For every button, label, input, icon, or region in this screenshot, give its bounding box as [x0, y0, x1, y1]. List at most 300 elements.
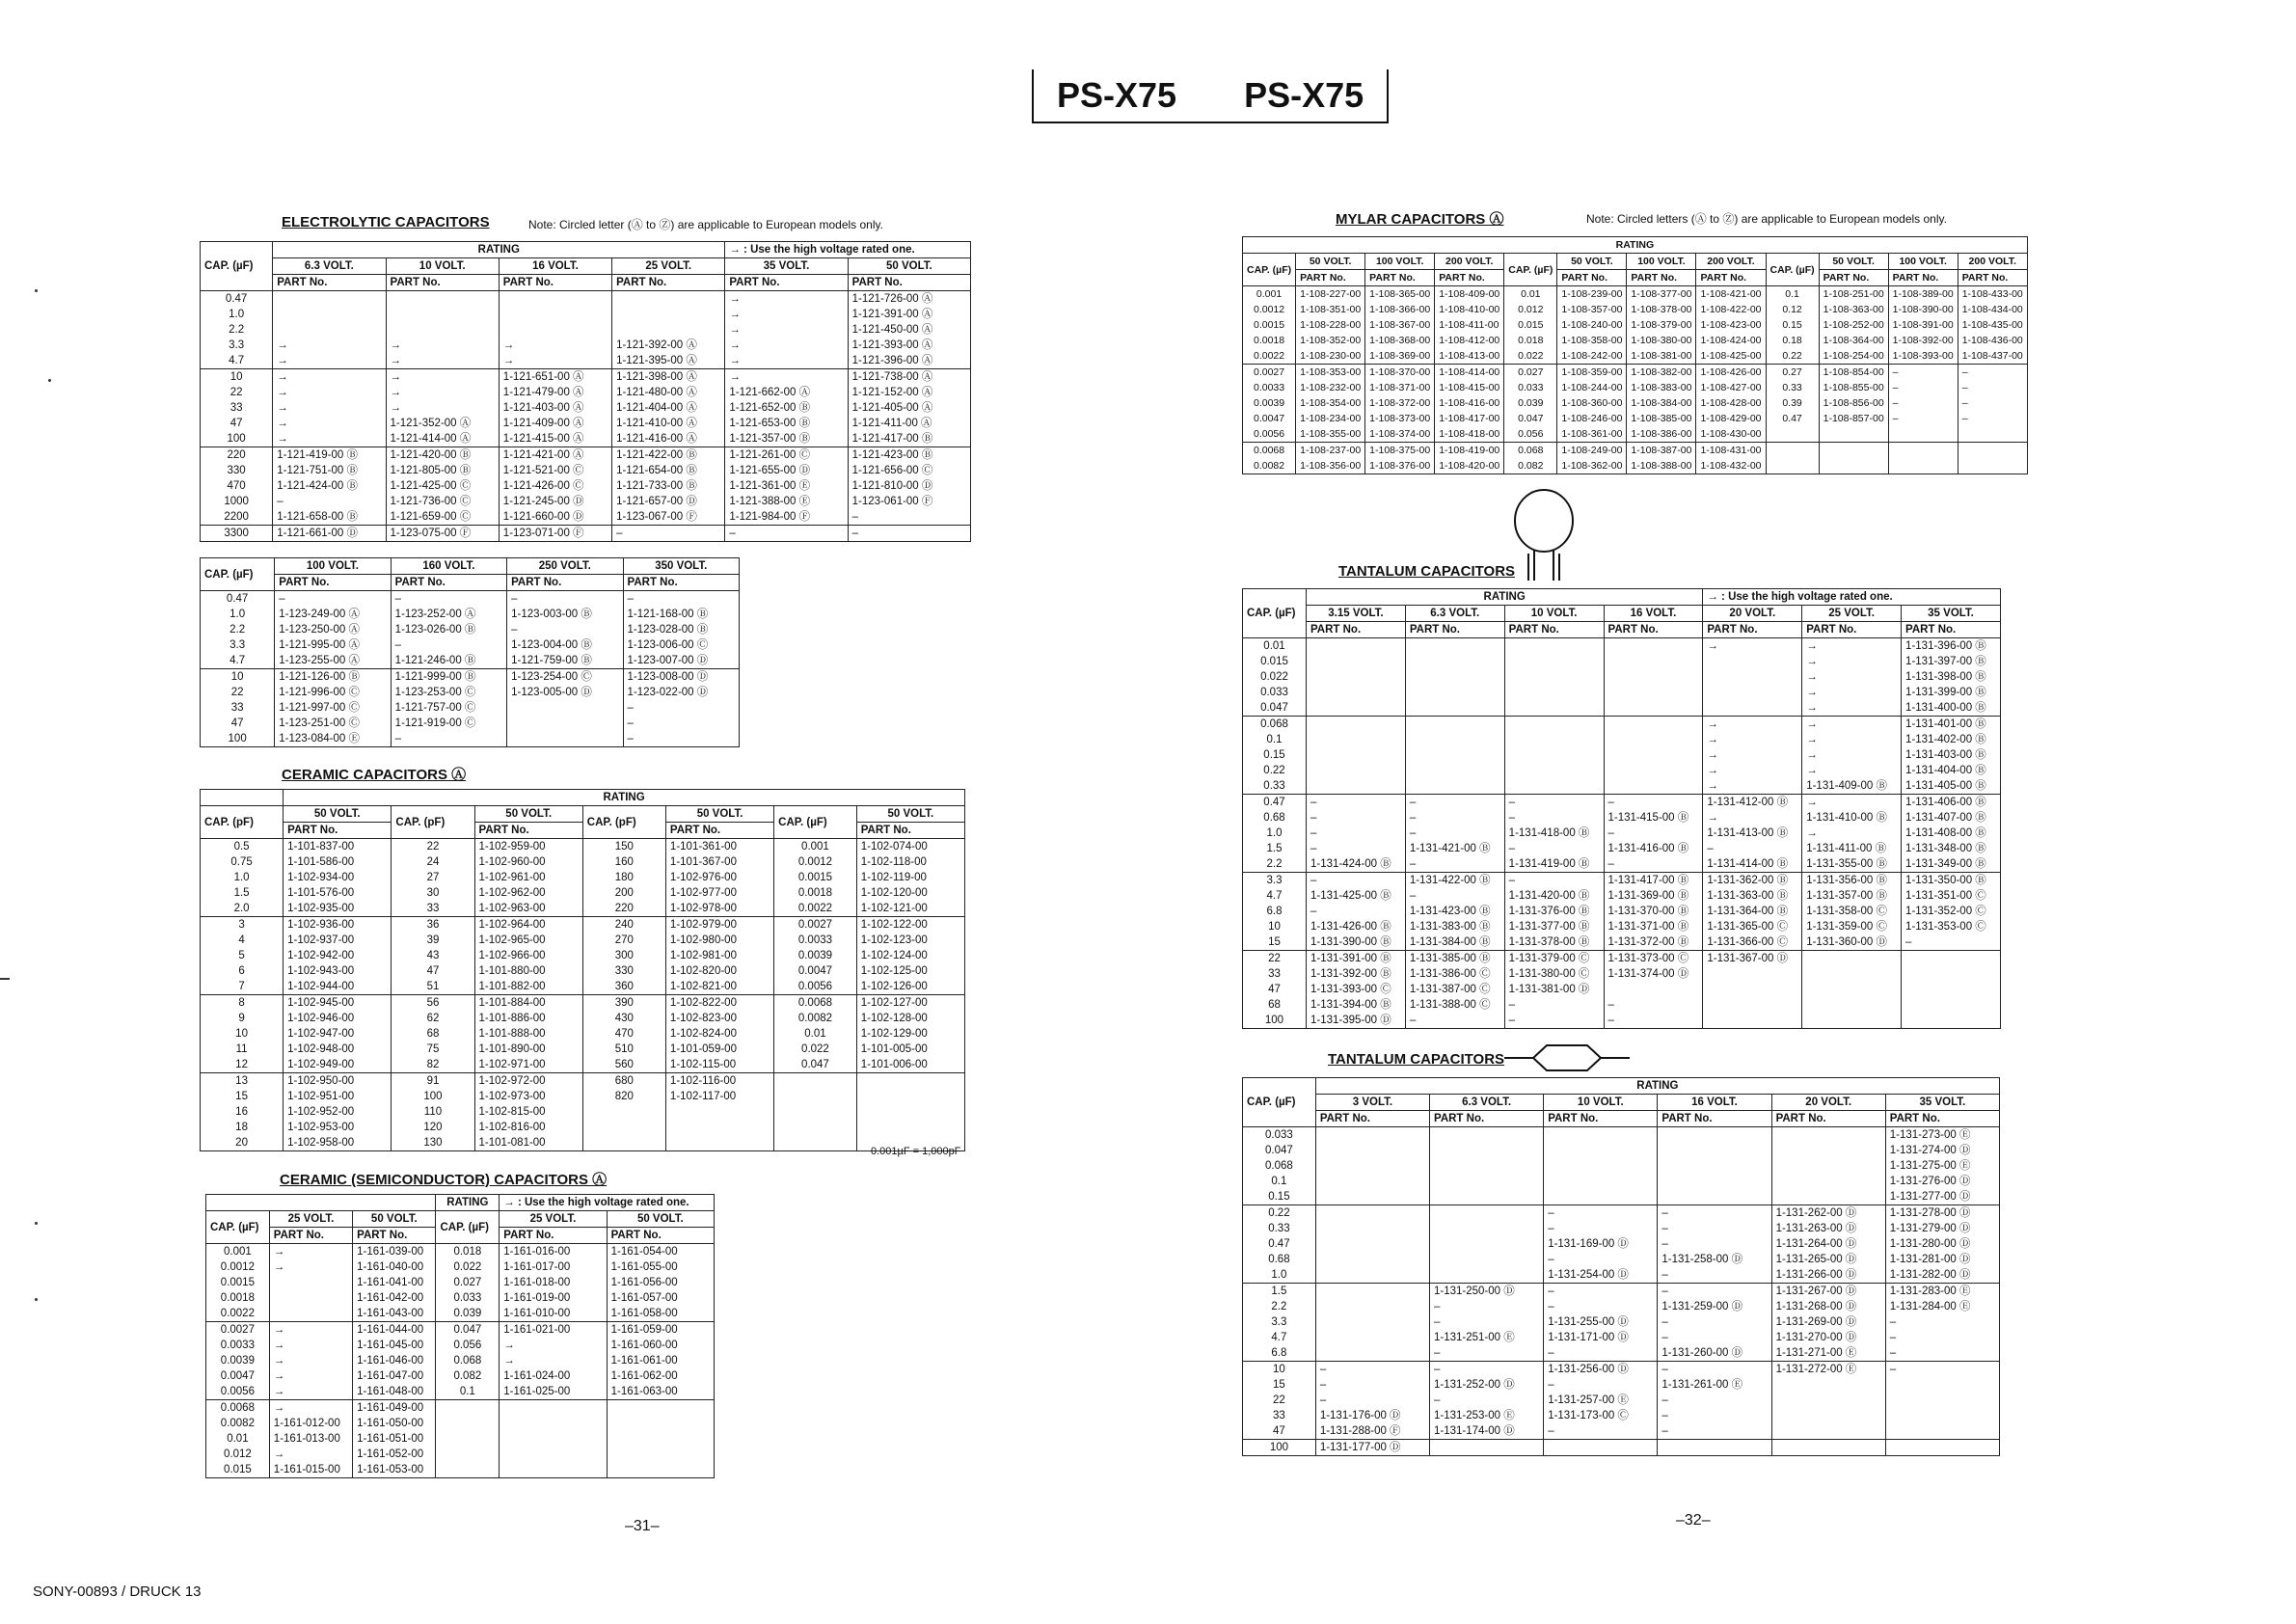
part-number-cell: 1-102-953-00 — [284, 1120, 392, 1135]
cap-value-cell: 4.7 — [201, 653, 275, 669]
cap-value-cell: 0.0015 — [206, 1275, 270, 1290]
part-number-cell: 1-161-059-00 — [607, 1322, 714, 1339]
part-number-cell — [1771, 1189, 1885, 1205]
part-number-cell: 1-108-429-00 — [1696, 411, 1766, 426]
cap-value-cell: 3300 — [201, 526, 273, 542]
table-row — [1243, 934, 2001, 951]
table-row — [1243, 443, 2028, 459]
voltage-header: 50 VOLT. — [1819, 254, 1888, 270]
part-number-cell: 1-121-658-00 Ⓑ — [273, 509, 386, 526]
part-number-cell: 1-108-252-00 — [1819, 317, 1888, 333]
part-number-cell: 1-121-403-00 Ⓐ — [499, 400, 611, 416]
table-row — [1243, 1440, 2000, 1456]
cap-value-cell: 47 — [1243, 982, 1307, 997]
part-number-cell: 1-108-381-00 — [1627, 348, 1696, 365]
voltage-header: 20 VOLT. — [1771, 1095, 1885, 1111]
cap-value-cell: 0.047 — [1243, 1143, 1316, 1158]
part-number-cell: 1-101-006-00 — [856, 1057, 964, 1073]
part-number-cell: 1-121-422-00 Ⓑ — [612, 447, 725, 464]
part-number-cell: 1-102-934-00 — [284, 870, 392, 885]
part-number-cell: 1-108-230-00 — [1296, 348, 1365, 365]
part-number-cell: → — [273, 353, 386, 369]
part-number-cell: – — [1888, 395, 1958, 411]
table-row — [201, 591, 740, 608]
part-number-cell — [1902, 997, 2001, 1013]
part-number-cell: – — [1315, 1377, 1429, 1393]
cap-value-cell: 0.1 — [436, 1384, 500, 1400]
part-no-header: PART No. — [1405, 622, 1504, 638]
part-number-cell: → — [725, 369, 848, 386]
part-number-cell: 1-102-124-00 — [856, 948, 964, 963]
part-number-cell: 1-101-880-00 — [474, 963, 582, 979]
ceramic-semi-table-block — [205, 1194, 715, 1478]
part-number-cell: 1-121-420-00 Ⓑ — [386, 447, 499, 464]
part-number-cell: 1-123-028-00 Ⓑ — [623, 622, 739, 637]
part-number-cell: 1-102-964-00 — [474, 917, 582, 934]
part-number-cell: 1-108-354-00 — [1296, 395, 1365, 411]
part-number-cell: 1-161-060-00 — [607, 1338, 714, 1353]
tantalum2-table-block — [1242, 1077, 2000, 1456]
part-number-cell — [269, 1306, 352, 1322]
part-number-cell: 1-131-283-00 Ⓔ — [1885, 1284, 1999, 1300]
part-number-cell: – — [1504, 997, 1604, 1013]
part-number-cell: 1-108-249-00 — [1557, 443, 1627, 459]
part-number-cell: – — [1658, 1393, 1771, 1408]
table-row — [201, 1073, 965, 1090]
part-number-cell: 1-108-376-00 — [1365, 458, 1435, 474]
part-number-cell: 1-161-043-00 — [353, 1306, 436, 1322]
cap-value-cell: 0.047 — [774, 1057, 857, 1073]
part-number-cell: 1-102-942-00 — [284, 948, 392, 963]
cap-value-cell: 4.7 — [201, 353, 273, 369]
part-number-cell: 1-131-265-00 Ⓓ — [1771, 1252, 1885, 1267]
part-number-cell: 1-131-377-00 Ⓑ — [1504, 919, 1604, 934]
part-number-cell: 1-121-421-00 Ⓐ — [499, 447, 611, 464]
cap-value-cell: 0.0033 — [1243, 380, 1296, 395]
table-row — [1243, 951, 2001, 967]
part-number-cell: 1-121-404-00 Ⓐ — [612, 400, 725, 416]
part-number-cell: 1-161-061-00 — [607, 1353, 714, 1368]
cap-value-cell — [436, 1462, 500, 1478]
table-row — [206, 1259, 715, 1275]
part-number-cell: 1-131-264-00 Ⓓ — [1771, 1236, 1885, 1252]
part-number-cell — [1405, 638, 1504, 655]
part-number-cell: – — [1504, 810, 1604, 826]
table-row — [201, 353, 971, 369]
table-row — [206, 1384, 715, 1400]
part-number-cell: 1-131-388-00 Ⓒ — [1405, 997, 1504, 1013]
part-number-cell: 1-131-411-00 Ⓑ — [1802, 841, 1902, 856]
part-number-cell: 1-131-278-00 Ⓓ — [1885, 1205, 1999, 1222]
part-number-cell: 1-131-279-00 Ⓓ — [1885, 1221, 1999, 1236]
part-no-header: PART No. — [284, 823, 392, 839]
cap-value-cell: 0.047 — [1243, 700, 1307, 717]
table-row — [1243, 841, 2001, 856]
part-number-cell — [1315, 1236, 1429, 1252]
part-number-cell: 1-108-368-00 — [1365, 333, 1435, 348]
table-row — [201, 653, 740, 669]
part-number-cell: 1-101-576-00 — [284, 885, 392, 901]
cap-value-cell: 100 — [392, 1089, 474, 1104]
empty-header — [206, 1195, 436, 1211]
part-number-cell: 1-131-406-00 Ⓑ — [1902, 795, 2001, 811]
part-number-cell: 1-108-433-00 — [1958, 286, 2027, 303]
part-no-header: PART No. — [1306, 622, 1405, 638]
table-row — [201, 933, 965, 948]
cap-value-cell: 11 — [201, 1042, 284, 1057]
table-row — [201, 1089, 965, 1104]
part-number-cell: 1-131-259-00 Ⓓ — [1658, 1299, 1771, 1314]
cap-value-cell: 39 — [392, 933, 474, 948]
part-number-cell — [1658, 1158, 1771, 1174]
part-number-cell: 1-123-071-00 Ⓕ — [499, 526, 611, 542]
cap-value-cell: 4.7 — [1243, 888, 1307, 904]
part-number-cell: 1-131-280-00 Ⓓ — [1885, 1236, 1999, 1252]
part-number-cell: 1-131-282-00 Ⓓ — [1885, 1267, 1999, 1284]
part-number-cell: 1-131-258-00 Ⓓ — [1658, 1252, 1771, 1267]
part-number-cell: – — [1405, 795, 1504, 811]
part-number-cell: 1-121-396-00 Ⓐ — [848, 353, 970, 369]
cap-value-cell: 0.0068 — [774, 995, 857, 1012]
table-row — [1243, 395, 2028, 411]
part-number-cell: 1-131-250-00 Ⓓ — [1430, 1284, 1544, 1300]
part-number-cell: → — [725, 291, 848, 308]
cap-value-cell: 10 — [201, 369, 273, 386]
part-number-cell: 1-161-052-00 — [353, 1447, 436, 1462]
cap-value-cell: 0.22 — [1766, 348, 1819, 365]
part-number-cell: – — [1504, 795, 1604, 811]
table-row — [1243, 426, 2028, 443]
part-number-cell: 1-131-350-00 Ⓑ — [1902, 873, 2001, 889]
part-number-cell: 1-121-733-00 Ⓑ — [612, 478, 725, 494]
part-number-cell: 1-102-820-00 — [665, 963, 773, 979]
part-number-cell: 1-131-261-00 Ⓔ — [1658, 1377, 1771, 1393]
part-number-cell: – — [1544, 1377, 1658, 1393]
part-number-cell: → — [1802, 795, 1902, 811]
cap-value-cell: 16 — [201, 1104, 284, 1120]
cap-value-cell: 2200 — [201, 509, 273, 526]
cap-value-cell: 68 — [392, 1026, 474, 1042]
part-number-cell: 1-108-361-00 — [1557, 426, 1627, 443]
mylar-table-block — [1242, 236, 2028, 474]
part-number-cell: 1-121-152-00 Ⓐ — [848, 385, 970, 400]
part-number-cell: 1-121-416-00 Ⓐ — [612, 431, 725, 447]
part-number-cell: 1-108-418-00 — [1435, 426, 1504, 443]
part-number-cell: → — [269, 1338, 352, 1353]
part-number-cell: – — [1306, 841, 1405, 856]
cap-value-cell: 0.68 — [1243, 1252, 1316, 1267]
part-number-cell: 1-102-123-00 — [856, 933, 964, 948]
part-number-cell: 1-108-415-00 — [1435, 380, 1504, 395]
part-number-cell: 1-123-003-00 Ⓑ — [507, 607, 623, 622]
part-number-cell: 1-108-254-00 — [1819, 348, 1888, 365]
part-number-cell: 1-131-423-00 Ⓑ — [1405, 904, 1504, 919]
cap-value-cell: 0.22 — [1243, 1205, 1316, 1222]
part-number-cell: – — [1544, 1252, 1658, 1267]
part-number-cell — [1604, 685, 1703, 700]
part-number-cell: 1-121-245-00 Ⓓ — [499, 494, 611, 509]
tantalum-title-2: TANTALUM CAPACITORS — [1328, 1051, 1505, 1068]
voltage-header: 100 VOLT. — [1888, 254, 1958, 270]
cap-value-cell: 0.47 — [1243, 1236, 1316, 1252]
part-number-cell: 1-108-373-00 — [1365, 411, 1435, 426]
part-number-cell: 1-161-047-00 — [353, 1368, 436, 1384]
part-number-cell: 1-123-005-00 Ⓓ — [507, 685, 623, 700]
part-number-cell: → — [1703, 717, 1802, 733]
cap-value-cell: 0.033 — [1243, 1127, 1316, 1144]
part-number-cell: – — [1604, 795, 1703, 811]
part-number-cell: 1-131-424-00 Ⓑ — [1306, 856, 1405, 873]
part-number-cell — [1306, 778, 1405, 795]
part-number-cell: 1-121-810-00 Ⓓ — [848, 478, 970, 494]
cap-value-cell: 0.0012 — [1243, 302, 1296, 317]
rating-header: RATING — [1243, 237, 2028, 254]
part-number-cell: 1-101-081-00 — [474, 1135, 582, 1151]
part-number-cell: 1-131-174-00 Ⓓ — [1430, 1423, 1544, 1440]
part-number-cell: 1-102-951-00 — [284, 1089, 392, 1104]
table-row — [1243, 1423, 2000, 1440]
margin-mark — [35, 289, 38, 292]
cap-value-cell: 10 — [201, 1026, 284, 1042]
part-number-cell — [1703, 685, 1802, 700]
part-number-cell — [1604, 982, 1703, 997]
part-number-cell: 1-131-253-00 Ⓔ — [1430, 1408, 1544, 1423]
note-right: Note: Circled letters (Ⓐ to Ⓩ) are applicable to European models only. — [1586, 212, 1947, 226]
part-number-cell: 1-102-963-00 — [474, 901, 582, 917]
part-no-header: PART No. — [1902, 622, 2001, 638]
part-number-cell: 1-108-417-00 — [1435, 411, 1504, 426]
part-number-cell: – — [1430, 1345, 1544, 1362]
part-number-cell: 1-121-424-00 Ⓑ — [273, 478, 386, 494]
part-number-cell: – — [1885, 1362, 1999, 1378]
part-number-cell: 1-102-937-00 — [284, 933, 392, 948]
cap-value-cell: 0.0022 — [774, 901, 857, 917]
cap-value-cell: 0.12 — [1766, 302, 1819, 317]
part-number-cell — [1405, 669, 1504, 685]
part-number-cell: – — [391, 731, 506, 747]
table-row — [1243, 763, 2001, 778]
cap-value-cell: 0.0018 — [1243, 333, 1296, 348]
table-row — [201, 948, 965, 963]
part-number-cell — [1902, 982, 2001, 997]
part-number-cell: 1-102-971-00 — [474, 1057, 582, 1073]
part-number-cell: 1-108-365-00 — [1365, 286, 1435, 303]
cap-value-cell: 0.0056 — [1243, 426, 1296, 443]
cap-value-cell: 1.5 — [201, 885, 284, 901]
part-number-cell: 1-101-886-00 — [474, 1011, 582, 1026]
cap-value-cell — [582, 1120, 665, 1135]
part-number-cell: 1-108-427-00 — [1696, 380, 1766, 395]
cap-value-cell: 0.39 — [1766, 395, 1819, 411]
part-number-cell: 1-121-410-00 Ⓐ — [612, 416, 725, 431]
tantalum-title-1: TANTALUM CAPACITORS — [1338, 563, 1516, 580]
part-number-cell — [1306, 747, 1405, 763]
cap-value-cell: 0.015 — [1504, 317, 1557, 333]
part-number-cell: 1-108-378-00 — [1627, 302, 1696, 317]
part-number-cell: 1-102-129-00 — [856, 1026, 964, 1042]
voltage-header: 25 VOLT. — [1802, 606, 1902, 622]
part-number-cell: 1-131-395-00 Ⓓ — [1306, 1013, 1405, 1029]
part-number-cell: 1-131-360-00 Ⓓ — [1802, 934, 1902, 951]
part-number-cell: – — [1504, 1013, 1604, 1029]
part-number-cell — [499, 291, 611, 308]
part-number-cell — [500, 1462, 607, 1478]
voltage-header: 50 VOLT. — [848, 258, 970, 275]
cap-value-cell: 0.0056 — [206, 1384, 270, 1400]
part-number-cell: 1-131-349-00 Ⓑ — [1902, 856, 2001, 873]
part-number-cell: 1-161-063-00 — [607, 1384, 714, 1400]
part-number-cell — [500, 1416, 607, 1431]
part-number-cell: 1-161-054-00 — [607, 1244, 714, 1260]
part-number-cell — [1658, 1174, 1771, 1189]
table-row — [201, 685, 740, 700]
axial-capacitor-icon — [1504, 1042, 1630, 1074]
table-row — [201, 1104, 965, 1120]
cap-value-cell — [1766, 426, 1819, 443]
part-number-cell — [1504, 654, 1604, 669]
voltage-header: 35 VOLT. — [1902, 606, 2001, 622]
cap-value-cell: 0.082 — [1504, 458, 1557, 474]
part-number-cell — [1430, 1236, 1544, 1252]
part-number-cell: → — [500, 1338, 607, 1353]
part-number-cell — [1306, 638, 1405, 655]
part-no-header: PART No. — [1296, 270, 1365, 286]
part-number-cell: 1-131-252-00 Ⓓ — [1430, 1377, 1544, 1393]
part-number-cell — [1771, 1408, 1885, 1423]
part-number-cell: 1-131-420-00 Ⓑ — [1504, 888, 1604, 904]
part-number-cell: 1-121-661-00 Ⓓ — [273, 526, 386, 542]
cap-value-cell: 2.2 — [201, 322, 273, 338]
part-number-cell: 1-161-012-00 — [269, 1416, 352, 1431]
part-number-cell: 1-131-358-00 Ⓒ — [1802, 904, 1902, 919]
part-number-cell — [1802, 951, 1902, 967]
cap-value-cell: 0.33 — [1243, 778, 1307, 795]
part-number-cell: – — [1544, 1299, 1658, 1314]
rating-header: RATING — [436, 1195, 500, 1211]
cap-header: CAP. (pF) — [392, 806, 474, 839]
part-number-cell: 1-131-359-00 Ⓒ — [1802, 919, 1902, 934]
part-number-cell: 1-102-823-00 — [665, 1011, 773, 1026]
part-number-cell: 1-108-389-00 — [1888, 286, 1958, 303]
table-row — [201, 1026, 965, 1042]
cap-header: CAP. (µF) — [1243, 254, 1296, 286]
part-number-cell: 1-108-425-00 — [1696, 348, 1766, 365]
cap-value-cell: 15 — [201, 1089, 284, 1104]
cap-value-cell: 3.3 — [1243, 1314, 1316, 1330]
part-number-cell: 1-108-383-00 — [1627, 380, 1696, 395]
cap-value-cell: 0.0027 — [1243, 365, 1296, 381]
part-number-cell: 1-121-521-00 Ⓒ — [499, 463, 611, 478]
part-number-cell: 1-121-126-00 Ⓑ — [275, 669, 391, 686]
part-number-cell: 1-108-232-00 — [1296, 380, 1365, 395]
table-row — [1243, 810, 2001, 826]
part-number-cell — [1315, 1330, 1429, 1345]
part-number-cell — [1430, 1174, 1544, 1189]
part-number-cell: → — [1703, 638, 1802, 655]
cap-value-cell: 33 — [201, 400, 273, 416]
table-row — [1243, 348, 2028, 365]
cap-value-cell: 0.012 — [1504, 302, 1557, 317]
part-number-cell — [500, 1431, 607, 1447]
cap-value-cell: 47 — [1243, 1423, 1316, 1440]
part-number-cell — [1504, 778, 1604, 795]
part-number-cell — [1771, 1377, 1885, 1393]
rating-header: RATING — [1306, 589, 1702, 606]
cap-value-cell: 0.47 — [1243, 795, 1307, 811]
part-number-cell: 1-123-251-00 Ⓒ — [275, 716, 391, 731]
table-row — [1243, 302, 2028, 317]
part-number-cell: 1-131-271-00 Ⓔ — [1771, 1345, 1885, 1362]
part-number-cell: 1-131-417-00 Ⓑ — [1604, 873, 1703, 889]
part-number-cell: 1-101-367-00 — [665, 854, 773, 870]
part-number-cell: 1-131-412-00 Ⓑ — [1703, 795, 1802, 811]
cap-value-cell: 22 — [392, 839, 474, 855]
cap-value-cell: 0.018 — [436, 1244, 500, 1260]
part-number-cell — [1885, 1393, 1999, 1408]
part-number-cell: – — [1658, 1236, 1771, 1252]
cap-header: CAP. (pF) — [582, 806, 665, 839]
voltage-header: 50 VOLT. — [1296, 254, 1365, 270]
part-number-cell: 1-121-654-00 Ⓑ — [612, 463, 725, 478]
part-number-cell: 1-121-662-00 Ⓐ — [725, 385, 848, 400]
part-number-cell — [1504, 700, 1604, 717]
part-number-cell: – — [1958, 380, 2027, 395]
cap-value-cell: 100 — [1243, 1013, 1307, 1029]
part-number-cell: 1-108-409-00 — [1435, 286, 1504, 303]
part-number-cell — [1802, 966, 1902, 982]
part-no-header: PART No. — [474, 823, 582, 839]
part-number-cell: 1-102-119-00 — [856, 870, 964, 885]
voltage-header: 10 VOLT. — [1544, 1095, 1658, 1111]
table-row — [1243, 1158, 2000, 1174]
part-number-cell — [500, 1400, 607, 1417]
cap-value-cell: 0.1 — [1243, 1174, 1316, 1189]
part-number-cell: → — [1802, 685, 1902, 700]
part-number-cell: → — [1802, 700, 1902, 717]
table-row — [201, 901, 965, 917]
part-number-cell: 1-101-837-00 — [284, 839, 392, 855]
cap-value-cell: 430 — [582, 1011, 665, 1026]
table-row — [1243, 286, 2028, 303]
cap-value-cell: 1.0 — [1243, 1267, 1316, 1284]
cap-value-cell: 0.0015 — [774, 870, 857, 885]
cap-value-cell: 0.022 — [1243, 669, 1307, 685]
part-number-cell: 1-131-276-00 Ⓓ — [1885, 1174, 1999, 1189]
part-number-cell: 1-131-386-00 Ⓒ — [1405, 966, 1504, 982]
table-row — [1243, 1205, 2000, 1222]
table-row — [206, 1322, 715, 1339]
part-number-cell: 1-102-125-00 — [856, 963, 964, 979]
part-number-cell: → — [1802, 654, 1902, 669]
cap-value-cell: 43 — [392, 948, 474, 963]
part-number-cell: 1-108-244-00 — [1557, 380, 1627, 395]
part-number-cell: 1-102-126-00 — [856, 979, 964, 995]
cap-value-cell: 200 — [582, 885, 665, 901]
table-row — [1243, 904, 2001, 919]
voltage-header: 250 VOLT. — [507, 558, 623, 575]
part-number-cell — [1504, 685, 1604, 700]
cap-value-cell — [436, 1431, 500, 1447]
part-number-cell: – — [1544, 1205, 1658, 1222]
part-no-header: PART No. — [848, 275, 970, 291]
part-number-cell: 1-121-656-00 Ⓒ — [848, 463, 970, 478]
part-number-cell: 1-131-401-00 Ⓑ — [1902, 717, 2001, 733]
part-number-cell: 1-101-882-00 — [474, 979, 582, 995]
cap-value-cell: 0.068 — [1504, 443, 1557, 459]
part-number-cell: – — [1658, 1205, 1771, 1222]
part-number-cell: 1-102-118-00 — [856, 854, 964, 870]
part-number-cell: → — [273, 400, 386, 416]
